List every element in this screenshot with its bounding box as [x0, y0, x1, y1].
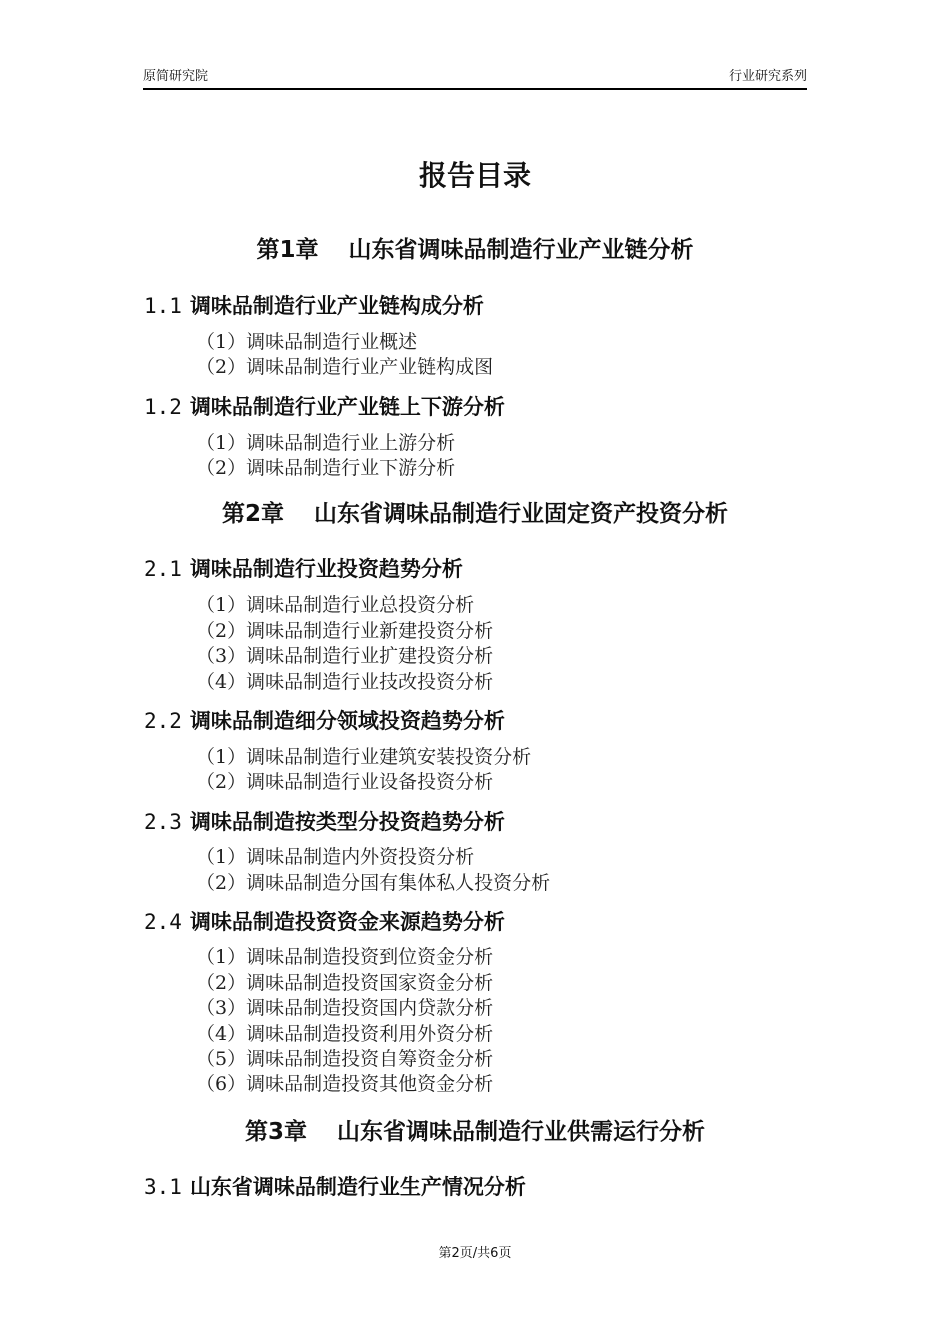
toc-item[interactable]: （1）调味品制造行业上游分析: [196, 432, 456, 454]
toc-item[interactable]: （2）调味品制造行业设备投资分析: [196, 771, 494, 793]
section-number: 3.1: [144, 1175, 182, 1199]
section-number: 2.4: [144, 910, 182, 934]
toc-item[interactable]: （3）调味品制造投资国内贷款分析: [196, 997, 494, 1019]
header-series-name: 行业研究系列: [728, 69, 807, 84]
toc-item[interactable]: （1）调味品制造行业建筑安装投资分析: [196, 746, 532, 768]
section-number: 2.3: [144, 810, 182, 834]
toc-item[interactable]: （4）调味品制造行业技改投资分析: [196, 671, 494, 693]
section-number: 1.2: [144, 395, 182, 419]
section-2-3-heading[interactable]: [144, 807, 505, 837]
chapter-number: 第3章: [244, 1119, 307, 1145]
toc-item[interactable]: （5）调味品制造投资自筹资金分析: [196, 1048, 494, 1070]
page-number: 第2页/共6页: [438, 1246, 512, 1261]
chapter-number: 第1章: [256, 237, 319, 263]
section-number: 1.1: [144, 294, 182, 318]
toc-item[interactable]: （4）调味品制造投资利用外资分析: [196, 1023, 494, 1045]
toc-item[interactable]: （2）调味品制造行业下游分析: [196, 457, 456, 479]
section-1-2-heading[interactable]: [144, 392, 505, 422]
chapter-title: 山东省调味品制造行业产业链分析: [348, 237, 694, 263]
toc-item[interactable]: （1）调味品制造内外资投资分析: [196, 846, 475, 868]
section-3-1-heading[interactable]: [144, 1172, 526, 1202]
chapter-2-heading[interactable]: [0, 498, 950, 530]
chapter-3-heading[interactable]: [0, 1116, 950, 1148]
section-1-1-heading[interactable]: [144, 291, 484, 321]
toc-item[interactable]: （6）调味品制造投资其他资金分析: [196, 1073, 494, 1095]
toc-item[interactable]: （1）调味品制造行业总投资分析: [196, 594, 475, 616]
toc-item[interactable]: （3）调味品制造行业扩建投资分析: [196, 645, 494, 667]
section-2-4-heading[interactable]: [144, 907, 505, 937]
chapter-title: 山东省调味品制造行业固定资产投资分析: [314, 501, 728, 527]
section-title: 调味品制造行业投资趋势分析: [189, 557, 463, 581]
section-title: 调味品制造行业产业链上下游分析: [189, 395, 505, 419]
section-number: 2.2: [144, 709, 182, 733]
section-2-1-heading[interactable]: [144, 554, 463, 584]
toc-item[interactable]: （2）调味品制造行业新建投资分析: [196, 620, 494, 642]
section-title: 调味品制造行业产业链构成分析: [189, 294, 484, 318]
toc-item[interactable]: （2）调味品制造投资国家资金分析: [196, 972, 494, 994]
toc-title: 报告目录: [418, 159, 531, 192]
section-title: 调味品制造投资资金来源趋势分析: [189, 910, 505, 934]
chapter-number: 第2章: [221, 501, 284, 527]
page-header: [143, 66, 807, 90]
toc-item[interactable]: （1）调味品制造投资到位资金分析: [196, 946, 494, 968]
chapter-1-heading[interactable]: [0, 234, 950, 266]
chapter-title: 山东省调味品制造行业供需运行分析: [337, 1119, 705, 1145]
section-title: 山东省调味品制造行业生产情况分析: [189, 1175, 526, 1199]
section-2-2-heading[interactable]: [144, 706, 505, 736]
section-title: 调味品制造细分领域投资趋势分析: [189, 709, 505, 733]
section-title: 调味品制造按类型分投资趋势分析: [189, 810, 505, 834]
toc-item[interactable]: （1）调味品制造行业概述: [196, 331, 418, 353]
toc-item[interactable]: （2）调味品制造行业产业链构成图: [196, 356, 494, 378]
header-org-name: 原简研究院: [143, 69, 209, 84]
toc-item[interactable]: （2）调味品制造分国有集体私人投资分析: [196, 872, 551, 894]
section-number: 2.1: [144, 557, 182, 581]
